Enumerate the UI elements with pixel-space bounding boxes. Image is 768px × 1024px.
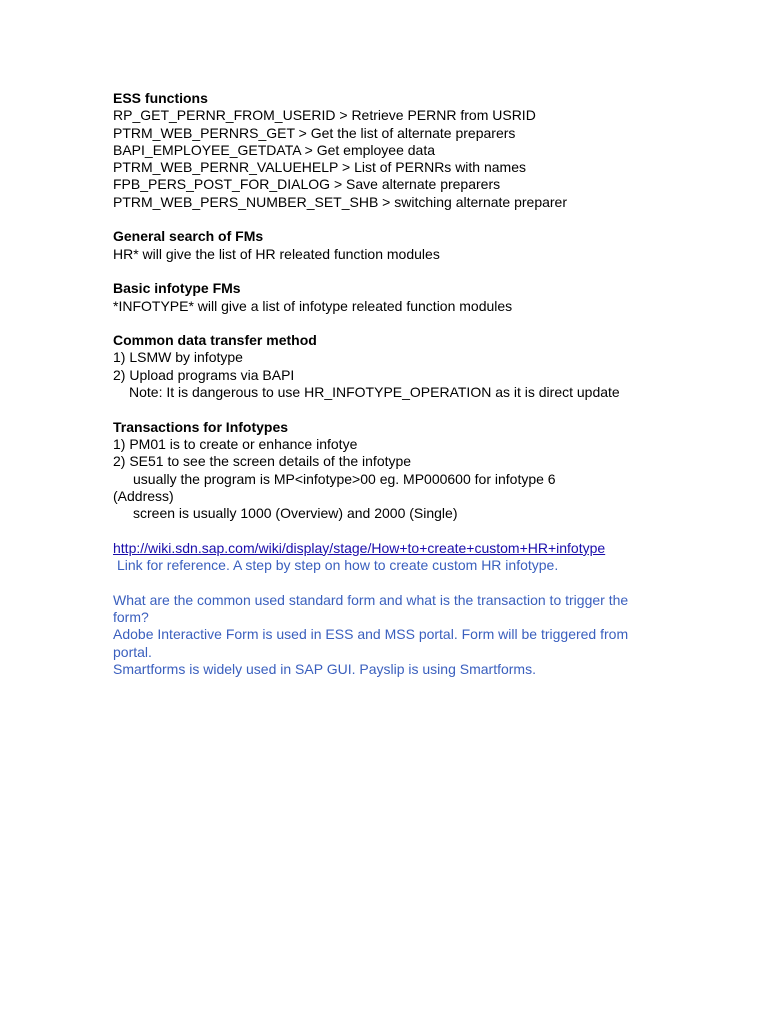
transactions-item-2: 2) SE51 to see the screen details of the infotype	[113, 453, 412, 470]
general-search-section	[113, 228, 768, 263]
ess-functions-title: ESS functions	[113, 90, 208, 106]
ess-line-1: RP_GET_PERNR_FROM_USERID > Retrieve PERNR from USRID	[113, 107, 536, 124]
general-search-text: HR* will give the list of HR releated function modules	[113, 245, 440, 262]
transactions-usually: usually the program is MP<infotype>00 eg. MP000600 for infotype 6 (Address)	[113, 470, 556, 504]
transactions-title: Transactions for Infotypes	[113, 418, 289, 435]
faq-question: What are the common used standard form and what is the transaction to trigger the form?	[113, 591, 629, 625]
general-search-title: General search of FMs	[113, 228, 264, 245]
reference-section	[113, 540, 768, 575]
basic-infotype-title: Basic infotype FMs	[113, 280, 241, 297]
common-transfer-item-1: 1) LSMW by infotype	[113, 349, 243, 366]
ess-line-3: BAPI_EMPLOYEE_GETDATA > Get employee data	[113, 141, 436, 158]
transactions-item-1: 1) PM01 is to create or enhance infotye	[113, 435, 358, 452]
ess-line-4: PTRM_WEB_PERNR_VALUEHELP > List of PERNRs with names	[113, 159, 527, 176]
reference-link[interactable]: http://wiki.sdn.sap.com/wiki/display/stage/How+to+create+custom+HR+infotype	[113, 539, 606, 556]
ess-line-6: PTRM_WEB_PERS_NUMBER_SET_SHB > switching alternate preparer	[113, 193, 568, 210]
reference-note: Link for reference. A step by step on how to create custom HR infotype.	[117, 557, 559, 574]
faq-answer-2: Smartforms is widely used in SAP GUI. Payslip is using Smartforms.	[113, 660, 536, 677]
ess-line-5: FPB_PERS_POST_FOR_DIALOG > Save alternate preparers	[113, 176, 501, 193]
transactions-section	[113, 419, 768, 523]
ess-line-2: PTRM_WEB_PERNRS_GET > Get the list of alternate preparers	[113, 124, 516, 141]
common-transfer-note: Note: It is dangerous to use HR_INFOTYPE_OPERATION as it is direct update	[129, 384, 620, 401]
transactions-screen: screen is usually 1000 (Overview) and 2000 (Single)	[133, 505, 458, 522]
common-transfer-item-2: 2) Upload programs via BAPI	[113, 366, 295, 383]
faq-answer-1: Adobe Interactive Form is used in ESS and MSS portal. Form will be triggered from portal.	[113, 626, 629, 660]
faq-section	[113, 592, 768, 678]
basic-infotype-section	[113, 280, 768, 315]
ess-functions-section	[113, 90, 768, 211]
common-transfer-section	[113, 332, 768, 401]
common-transfer-title: Common data transfer method	[113, 332, 317, 349]
basic-infotype-text: *INFOTYPE* will give a list of infotype releated function modules	[113, 297, 513, 314]
